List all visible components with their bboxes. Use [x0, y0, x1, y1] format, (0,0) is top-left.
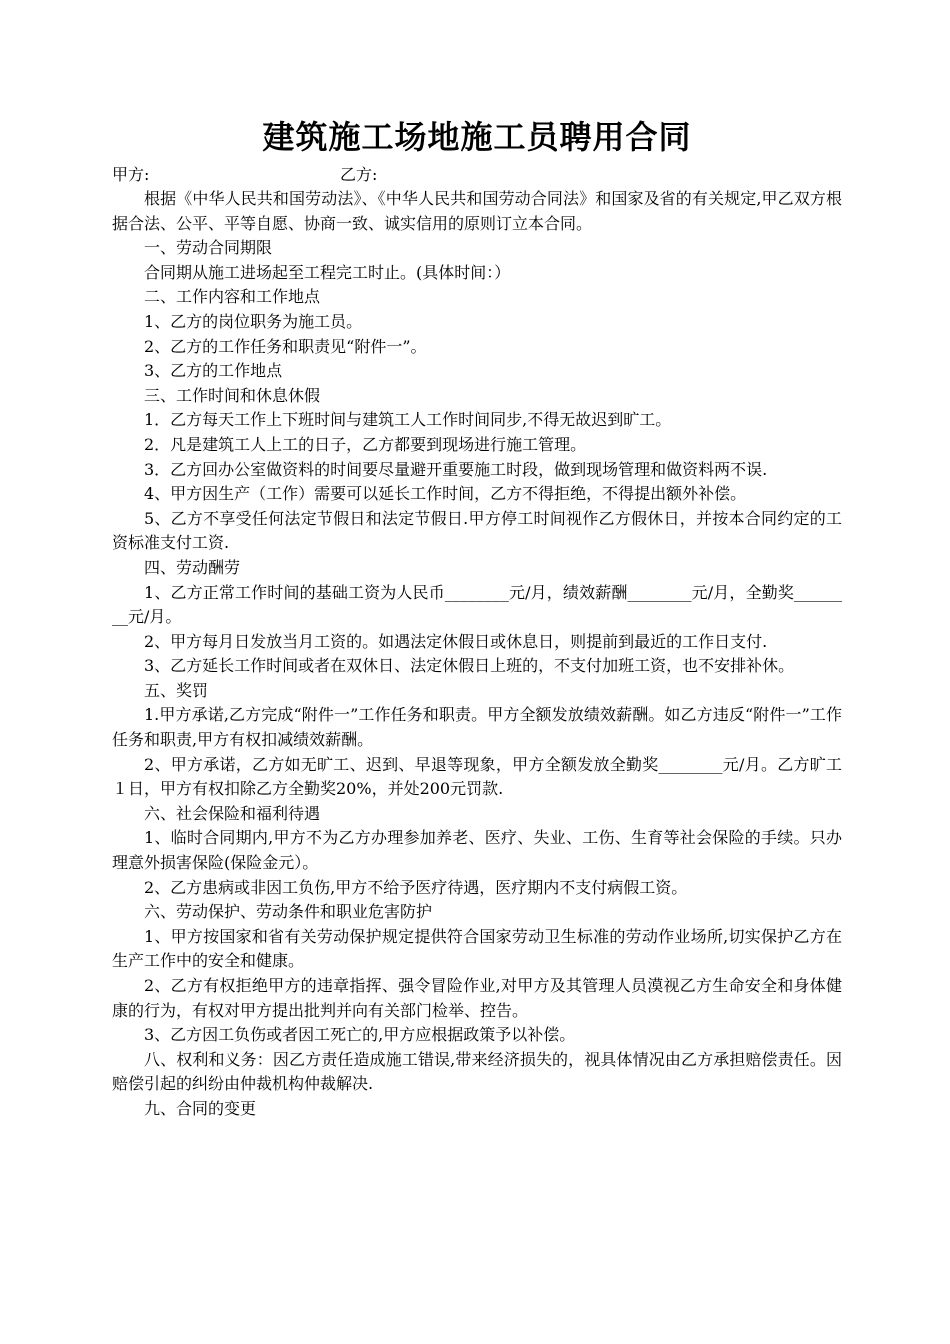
paragraph: 4、甲方因生产（工作）需要可以延长工作时间，乙方不得拒绝，不得提出额外补偿。	[144, 484, 747, 504]
paragraph: 2、乙方的工作任务和职责见“附件一”。	[144, 336, 427, 356]
party-b-label: 乙方:	[340, 165, 378, 184]
paragraph: 1、甲方按国家和省有关劳动保护规定提供符合国家劳动卫生标准的劳动作业场所,切实保护乙方在生产工作中的安全和健康。	[112, 926, 842, 971]
paragraph: 合同期从施工进场起至工程完工时止。(具体时间：）	[144, 262, 511, 282]
paragraph: 2、甲方承诺，乙方如无旷工、迟到、早退等现象，甲方全额发放全勤奖________元/月。乙方旷工１日，甲方有权扣除乙方全勤奖20%，并处200元罚款.	[112, 754, 842, 799]
paragraph: 5、乙方不享受任何法定节假日和法定节假日.甲方停工时间视作乙方假休日，并按本合同约定的工资标准支付工资.	[112, 508, 842, 553]
paragraph: 八、权利和义务：因乙方责任造成施工错误,带来经济损失的，视具体情况由乙方承担赔偿责任。因赔偿引起的纠纷由仲裁机构仲裁解决.	[112, 1049, 842, 1094]
section-heading: 六、社会保险和福利待遇	[144, 803, 321, 823]
paragraph: 根据《中华人民共和国劳动法》、《中华人民共和国劳动合同法》和国家及省的有关规定,甲乙双方根据合法、公平、平等自愿、协商一致、诚实信用的原则订立本合同。	[112, 189, 842, 233]
section-heading: 九、合同的变更	[144, 1098, 257, 1118]
section-heading: 六、劳动保护、劳动条件和职业危害防护	[144, 902, 433, 922]
section-heading: 二、工作内容和工作地点	[144, 287, 321, 307]
paragraph: 1、乙方正常工作时间的基础工资为人民币________元/月，绩效薪酬________元/月，全勤奖________元/月。	[112, 582, 842, 627]
section-heading: 五、奖罚	[144, 680, 209, 700]
paragraph: 2、乙方患病或非因工负伤,甲方不给予医疗待遇，医疗期内不支付病假工资。	[144, 877, 688, 897]
paragraph: 1．乙方每天工作上下班时间与建筑工人工作时间同步,不得无故迟到旷工。	[144, 410, 672, 430]
paragraph: 2．凡是建筑工人上工的日子，乙方都要到现场进行施工管理。	[144, 434, 587, 454]
document-title: 建筑施工场地施工员聘用合同	[262, 118, 692, 156]
parties-line	[112, 162, 842, 187]
section-heading: 一、劳动合同期限	[144, 238, 273, 258]
paragraph: 1、乙方的岗位职务为施工员。	[144, 311, 363, 331]
paragraph: 2、乙方有权拒绝甲方的违章指挥、强令冒险作业,对甲方及其管理人员漠视乙方生命安全和身体健康的行为，有权对甲方提出批判并向有关部门检举、控告。	[112, 976, 842, 1020]
paragraph: 3、乙方延长工作时间或者在双休日、法定休假日上班的，不支付加班工资，也不安排补休。	[144, 656, 795, 676]
paragraph: 1.甲方承诺,乙方完成“附件一”工作任务和职责。甲方全额发放绩效薪酬。如乙方违反“附件一”工作任务和职责,甲方有权扣减绩效薪酬。	[112, 705, 842, 750]
section-heading: 四、劳动酬劳	[144, 557, 241, 577]
document-page	[112, 112, 842, 1122]
party-a-label: 甲方:	[112, 165, 150, 184]
paragraph: 3．乙方回办公室做资料的时间要尽量避开重要施工时段，做到现场管理和做资料两不误.	[144, 459, 768, 479]
section-heading: 三、工作时间和休息休假	[144, 385, 321, 405]
document-body	[112, 187, 842, 1122]
paragraph: 1、临时合同期内,甲方不为乙方办理参加养老、医疗、失业、工伤、生育等社会保险的手续。只办理意外损害保险(保险金元）。	[112, 828, 842, 873]
paragraph: 2、甲方每月日发放当月工资的。如遇法定休假日或休息日，则提前到最近的工作日支付.	[144, 631, 768, 651]
paragraph: 3、乙方的工作地点	[144, 361, 283, 381]
paragraph: 3、乙方因工负伤或者因工死亡的,甲方应根据政策予以补偿。	[144, 1025, 576, 1045]
